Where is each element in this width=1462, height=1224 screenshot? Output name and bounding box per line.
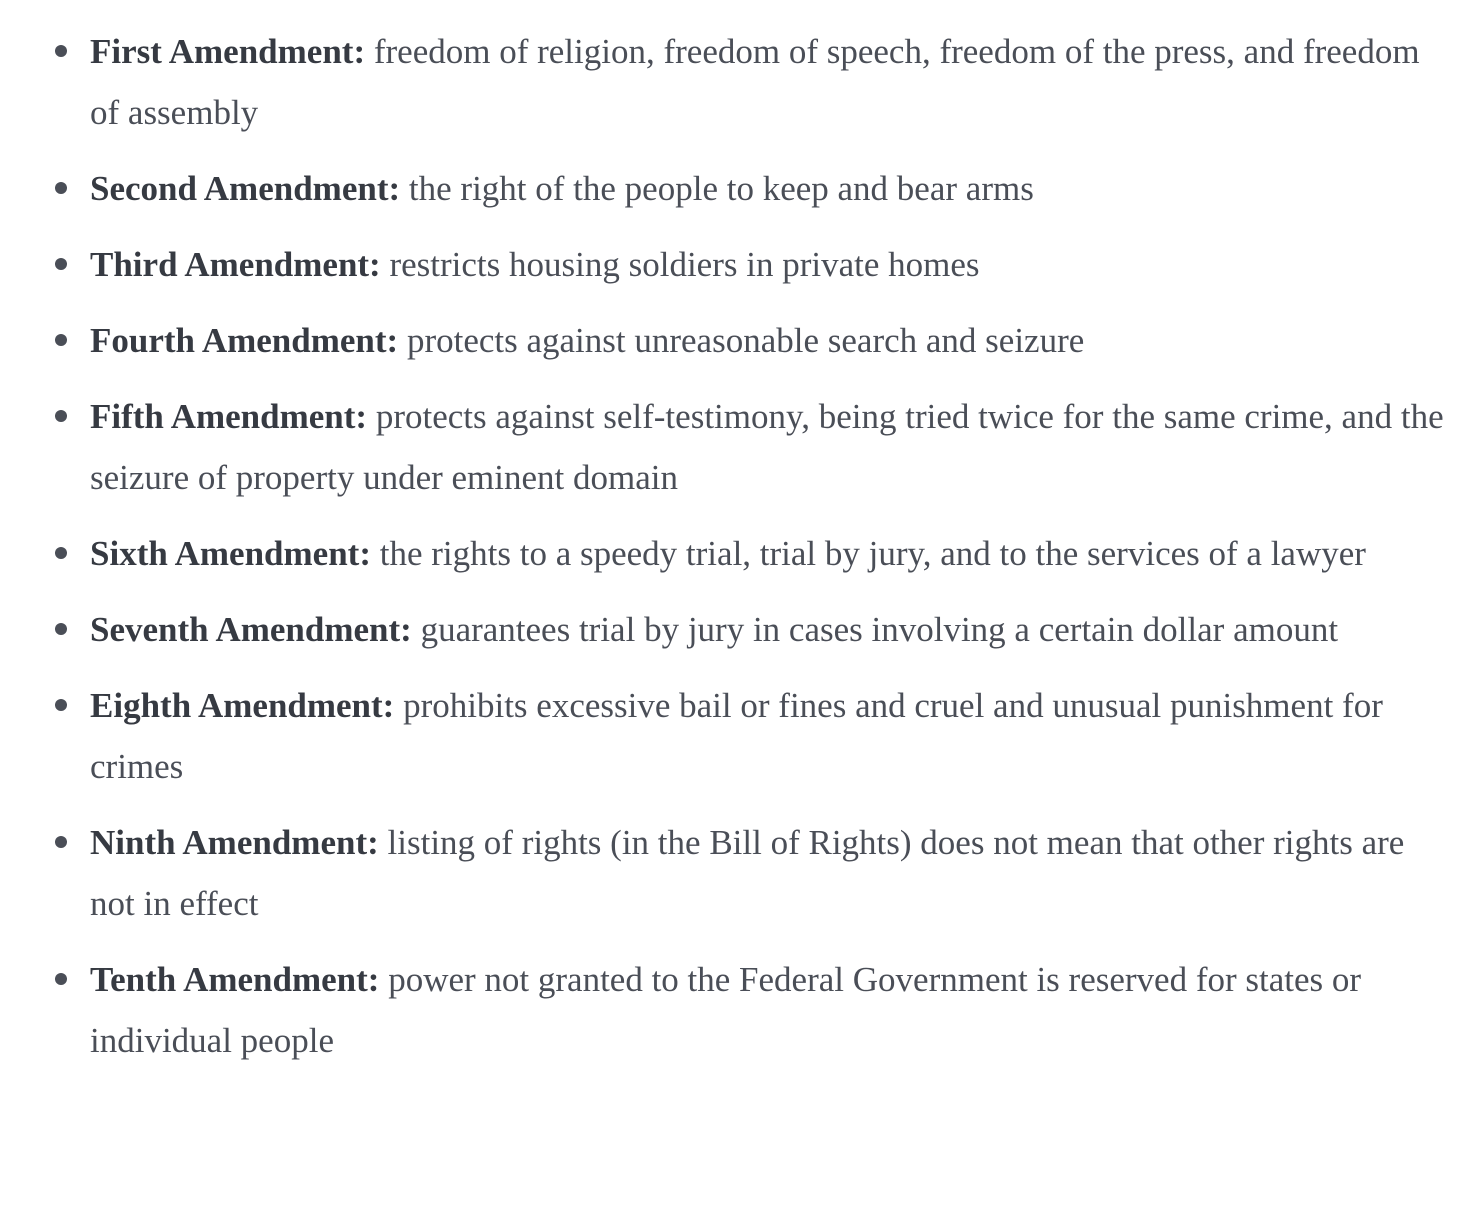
amendment-term: Seventh Amendment: xyxy=(90,610,412,649)
amendment-description: the rights to a speedy trial, trial by jury, and to the services of a lawyer xyxy=(379,534,1366,573)
amendment-term: Sixth Amendment: xyxy=(90,534,371,573)
amendment-description: restricts housing soldiers in private homes xyxy=(389,245,980,284)
amendment-description: protects against unreasonable search and seizure xyxy=(406,321,1085,360)
amendment-term: Fourth Amendment: xyxy=(90,321,399,360)
list-item-third-amendment xyxy=(0,234,1462,295)
bullet-icon xyxy=(55,547,67,559)
bullet-icon xyxy=(55,699,67,711)
bullet-icon xyxy=(55,45,67,57)
amendment-term: Ninth Amendment: xyxy=(90,823,379,862)
bullet-icon xyxy=(55,410,67,422)
amendment-term: Tenth Amendment: xyxy=(90,960,380,999)
amendment-description: protects against self-testimony, being tried twice for the same crime, and the seizure of property under eminent domain xyxy=(90,397,1444,497)
list-item-seventh-amendment xyxy=(0,599,1462,660)
bullet-icon xyxy=(55,334,67,346)
amendment-list-container xyxy=(0,21,1462,1071)
amendment-description: listing of rights (in the Bill of Rights) does not mean that other rights are not in effect xyxy=(90,823,1405,923)
amendment-list xyxy=(0,21,1462,1071)
amendment-term: Eighth Amendment: xyxy=(90,686,395,725)
list-item-first-amendment xyxy=(0,21,1462,143)
list-item-eighth-amendment xyxy=(0,675,1462,797)
amendment-term: Fifth Amendment: xyxy=(90,397,368,436)
list-item-sixth-amendment xyxy=(0,523,1462,584)
list-item-ninth-amendment xyxy=(0,812,1462,934)
amendment-description: the right of the people to keep and bear arms xyxy=(408,169,1034,208)
list-item-tenth-amendment xyxy=(0,949,1462,1071)
list-item-fifth-amendment xyxy=(0,386,1462,508)
bullet-icon xyxy=(55,182,67,194)
amendment-description: guarantees trial by jury in cases involving a certain dollar amount xyxy=(420,610,1339,649)
bullet-icon xyxy=(55,258,67,270)
bullet-icon xyxy=(55,836,67,848)
amendment-description: prohibits excessive bail or fines and cruel and unusual punishment for crimes xyxy=(90,686,1383,786)
list-item-fourth-amendment xyxy=(0,310,1462,371)
amendment-term: First Amendment: xyxy=(90,32,366,71)
bullet-icon xyxy=(55,623,67,635)
bullet-icon xyxy=(55,973,67,985)
amendment-description: power not granted to the Federal Government is reserved for states or individual people xyxy=(90,960,1362,1060)
amendment-term: Third Amendment: xyxy=(90,245,381,284)
amendment-term: Second Amendment: xyxy=(90,169,401,208)
list-item-second-amendment xyxy=(0,158,1462,219)
amendment-description: freedom of religion, freedom of speech, freedom of the press, and freedom of assembly xyxy=(90,32,1420,132)
